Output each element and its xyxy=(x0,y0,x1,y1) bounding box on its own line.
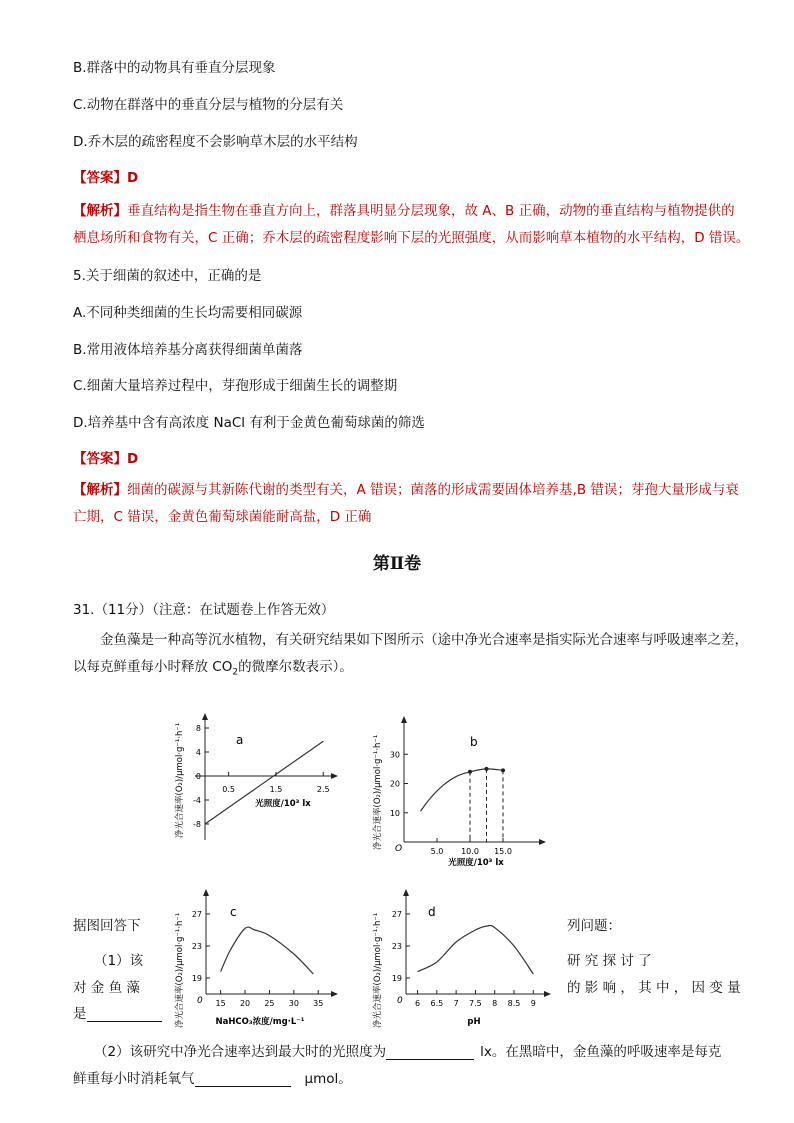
q31-p2-d: μmol。 xyxy=(304,1071,352,1087)
q31-p2-c: 鲜重每小时消耗氧气 xyxy=(73,1071,195,1087)
intro-line-2a: 以每克鲜重每小时释放 CO xyxy=(73,659,233,675)
series-line xyxy=(418,925,534,974)
chart-c-ylabel: 净光合速率(O₂)/μmol·g⁻¹·h⁻¹ xyxy=(175,912,185,1028)
intro-line-1: 金鱼藻是一种高等沉水植物，有关研究结果如下图所示（途中净光合速率是指实际光合速率与呼吸速率之差， xyxy=(100,632,748,648)
analysis-tag: 【解析】 xyxy=(73,482,127,498)
x-axis-label: 光照度/10³ lx xyxy=(448,858,504,868)
q31-p1-left: （1）该 xyxy=(94,953,144,969)
x-tick-label: 6.5 xyxy=(430,999,444,1008)
series-line xyxy=(421,769,504,811)
q31-p2-line2 xyxy=(73,1067,352,1087)
origin-label: 0 xyxy=(397,996,403,1006)
x-tick-label: 15.0 xyxy=(494,847,512,856)
series-line xyxy=(221,927,314,974)
panel-label: a xyxy=(236,733,244,747)
analysis-tag: 【解析】 xyxy=(73,203,127,219)
x-axis-arrow xyxy=(539,839,546,845)
chart-b-ylabel: 净光合速率(O₂)/μmol·g⁻¹·h⁻¹ xyxy=(373,734,383,850)
y-axis-arrow xyxy=(403,889,409,896)
data-point xyxy=(485,767,489,771)
x-axis-arrow xyxy=(544,991,551,997)
y-tick-label: 20 xyxy=(389,779,400,789)
q31-intro xyxy=(73,627,758,687)
answer-tag: 【答案】 xyxy=(73,170,127,186)
y-tick-label: 23 xyxy=(391,942,402,951)
x-tick-label: 35 xyxy=(313,999,324,1008)
x-tick-label: 25 xyxy=(264,999,275,1008)
analysis-line-1: 细菌的碳源与其新陈代谢的类型有关，A 错误；菌落的形成需要固体培养基,B 错误；芽孢大量形成与衰 xyxy=(127,482,739,498)
q31-p2-line1 xyxy=(94,1040,721,1060)
x-tick-label: 10.0 xyxy=(461,847,479,856)
x-tick-label: 7 xyxy=(453,999,459,1008)
y-tick-label: 4 xyxy=(195,748,201,757)
x-tick-label: 2.5 xyxy=(316,785,330,794)
x-tick-label: 15 xyxy=(215,999,226,1008)
y-tick-label: 27 xyxy=(391,910,402,919)
answer-value: D xyxy=(127,451,139,467)
q4-option-d: D.乔木层的疏密程度不会影响草木层的水平结构 xyxy=(73,134,358,150)
panel-label: d xyxy=(428,905,436,919)
y-tick-label: 0 xyxy=(195,772,201,781)
y-tick-label: 30 xyxy=(389,750,400,760)
q31-p1-right: 研 究 探 讨 了 xyxy=(567,953,652,969)
q31-p1-left2: 对 金 鱼 藻 xyxy=(73,980,140,996)
q4-option-c: C.动物在群落中的垂直分层与植物的分层有关 xyxy=(73,97,344,113)
answer-tag: 【答案】 xyxy=(73,451,127,467)
panel-label: b xyxy=(470,735,478,749)
q5-option-d: D.培养基中含有高浓度 NaCl 有利于金黄色葡萄球菌的筛选 xyxy=(73,415,425,431)
q5-analysis xyxy=(73,477,758,531)
x-tick-label: 9 xyxy=(530,999,536,1008)
data-point xyxy=(501,768,505,772)
answer-blank-1[interactable] xyxy=(87,1007,162,1022)
chart-a xyxy=(168,700,348,850)
q31-p2-b: lx。在黑暗中，金鱼藻的呼吸速率是每克 xyxy=(480,1044,722,1060)
answer-value: D xyxy=(127,170,139,186)
intro-subscript: 2 xyxy=(232,667,239,678)
x-axis-arrow xyxy=(331,773,338,779)
chart-b xyxy=(366,700,556,870)
q5-option-b: B.常用液体培养基分离获得细菌单菌落 xyxy=(73,342,303,358)
q5-option-c: C.细菌大量培养过程中，芽孢形成于细菌生长的调整期 xyxy=(73,378,398,394)
q5-option-a: A.不同种类细菌的生长均需要相同碳源 xyxy=(73,305,303,321)
x-tick-label: 8.5 xyxy=(507,999,521,1008)
answer-blank-3[interactable] xyxy=(195,1072,291,1087)
series-line xyxy=(205,741,323,824)
analysis-line-2: 栖息场所和食物有关，C 正确；乔木层的疏密程度影响下层的光照强度，从而影响草本植物的水平结构，D 错误。 xyxy=(73,230,750,246)
chart-d-ylabel: 净光合速率(O₂)/μmol·g⁻¹·h⁻¹ xyxy=(373,912,383,1028)
data-point xyxy=(468,770,472,774)
q31-header: 31.（11分）（注意：在试题卷上作答无效） xyxy=(73,602,335,618)
y-tick-label: 19 xyxy=(191,974,202,983)
analysis-line-1: 垂直结构是指生物在垂直方向上，群落具明显分层现象，故 A、B 正确，动物的垂直结构与植物提供的 xyxy=(127,203,735,219)
q31-p1-left3: 是 xyxy=(73,1006,87,1022)
x-tick-label: 6 xyxy=(415,999,421,1008)
q5-answer xyxy=(73,447,138,467)
x-tick-label: 20 xyxy=(239,999,251,1008)
q31-ask-left: 据图回答下 xyxy=(73,918,141,934)
x-axis-label: 光照度/10³ lx xyxy=(255,799,311,809)
chart-a-ylabel: 净光合速率(O₂)/μmol·g⁻¹·h⁻¹ xyxy=(175,722,185,838)
y-axis-arrow xyxy=(202,713,208,720)
origin-label: 0 xyxy=(197,996,203,1006)
analysis-line-2: 亡期，C 错误，金黄色葡萄球菌能耐高盐，D 正确 xyxy=(73,509,372,525)
q31-p1-right2: 的 影 响 ， 其 中 ， 因 变 量 xyxy=(567,980,741,996)
q31-p2-a: （2）该研究中净光合速率达到最大时的光照度为 xyxy=(94,1044,387,1060)
x-tick-label: 7.5 xyxy=(469,999,482,1008)
section-title: 第Ⅱ卷 xyxy=(372,554,422,574)
y-tick-label: -4 xyxy=(193,796,201,805)
x-tick-label: 5.0 xyxy=(430,847,444,856)
q31-ask-right: 列问题： xyxy=(567,918,621,934)
q5-stem: 5.关于细菌的叙述中，正确的是 xyxy=(73,268,262,284)
y-tick-label: -8 xyxy=(193,820,201,829)
y-tick-label: 10 xyxy=(389,808,400,818)
intro-line-2b: 的微摩尔数表示）。 xyxy=(238,659,353,675)
q4-option-b: B.群落中的动物具有垂直分层现象 xyxy=(73,60,276,76)
q31-p1-line3 xyxy=(73,1002,162,1022)
y-tick-label: 23 xyxy=(191,942,202,951)
y-axis-arrow xyxy=(401,716,407,723)
x-tick-label: 1.5 xyxy=(269,785,283,794)
q4-analysis xyxy=(73,198,758,252)
x-tick-label: 0.5 xyxy=(222,785,236,794)
q4-answer xyxy=(73,166,138,186)
origin-label: O xyxy=(395,844,403,854)
x-tick-label: 30 xyxy=(288,999,299,1008)
chart-d xyxy=(366,876,556,1036)
x-axis-arrow xyxy=(331,991,338,997)
panel-label: c xyxy=(230,905,237,919)
answer-blank-2[interactable] xyxy=(386,1045,474,1060)
y-tick-label: 19 xyxy=(391,974,402,983)
y-tick-label: 27 xyxy=(191,910,202,919)
chart-c xyxy=(168,876,348,1036)
x-axis-label: NaHCO₃浓度/mg·L⁻¹ xyxy=(215,1017,305,1027)
y-tick-label: 8 xyxy=(195,724,201,733)
x-axis-label: pH xyxy=(467,1017,481,1027)
x-tick-label: 8 xyxy=(492,999,498,1008)
y-axis-arrow xyxy=(203,889,209,896)
